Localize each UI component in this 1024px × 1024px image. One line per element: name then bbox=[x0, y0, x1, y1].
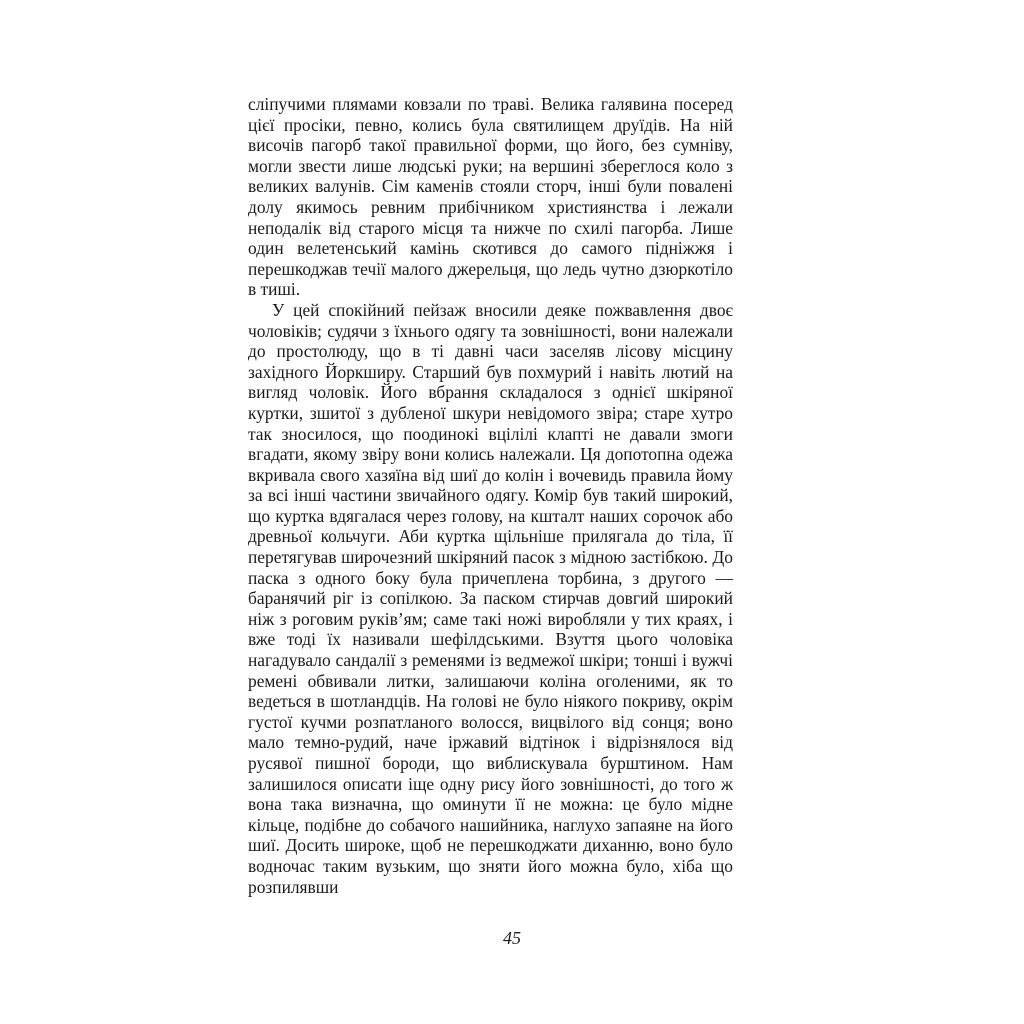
body-text bbox=[248, 94, 733, 897]
paragraph-2: У цей спокійний пейзаж вносили деяке пожвавлення двоє чоловіків; судячи з їхнього одягу та зовнішності, вони належали до простолюду, що в ті давні часи заселяв лісову місцину західного Йоркширу. Старший був похмурий і навіть лютий на вигляд чоловік. Його вбрання складалося з однієї шкіряної куртки, зшитої з дубленої шкури невідомого звіра; старе хутро так зносилося, що поодинокі вцілілі клапті не давали змоги вгадати, якому звіру вони колись належали. Ця допотопна одежа вкривала свого хазяїна від шиї до колін і вочевидь правила йому за всі інші частини звичайного одягу. Комір був такий широкий, що куртка вдягалася через голову, на кшталт наших сорочок або древньої кольчуги. Аби куртка щільніше прилягала до тіла, її перетягував широчезний шкіряний пасок з мідною застібкою. До паска з одного боку була причеплена торбина, з другого — баранячий ріг із сопілкою. За паском стирчав довгий широкий ніж з роговим руків’ям; саме такі ножі виробляли у тих краях, і вже тоді їх називали шефілдськими. Взуття цього чоловіка нагадувало сандалії з ременями із ведмежої шкіри; тонші і вужчі ремені обвивали литки, залишаючи коліна оголеними, як то ведеться в шотландців. На голові не було ніякого покриву, окрім густої кучми розпатланого волосся, вицвілого від сонця; воно мало темно-рудий, наче іржавий відтінок і відрізнялося від русявої пишної бороди, що виблискувала бурштином. Нам залишилося описати іще одну рису його зовнішності, до того ж вона така визначна, що оминути її не можна: це було мідне кільце, подібне до собачого нашийника, наглухо запаяне на його шиї. Досить широке, щоб не перешкоджати диханню, воно було водночас таким вузьким, що зняти його можна було, хіба що розпилявши bbox=[248, 299, 733, 897]
page-number: 45 bbox=[503, 928, 521, 948]
paragraph-1: сліпучими плямами ковзали по траві. Велика галявина посеред цієї просіки, певно, колись була святилищем друїдів. На ній височів пагорб такої правильної форми, що його, без сумніву, могли звести лише людські руки; на вершині збереглося коло з великих валунів. Сім каменів стояли сторч, інші були повалені долу якимось ревним прибічником християнства і лежали неподалік від старого місця та нижче по схилі пагорба. Лише один велетенський камінь скотився до самого підніжжя і перешкоджав течії малого джерельця, що ледь чутно дзюркотіло в тиші. bbox=[248, 94, 733, 300]
